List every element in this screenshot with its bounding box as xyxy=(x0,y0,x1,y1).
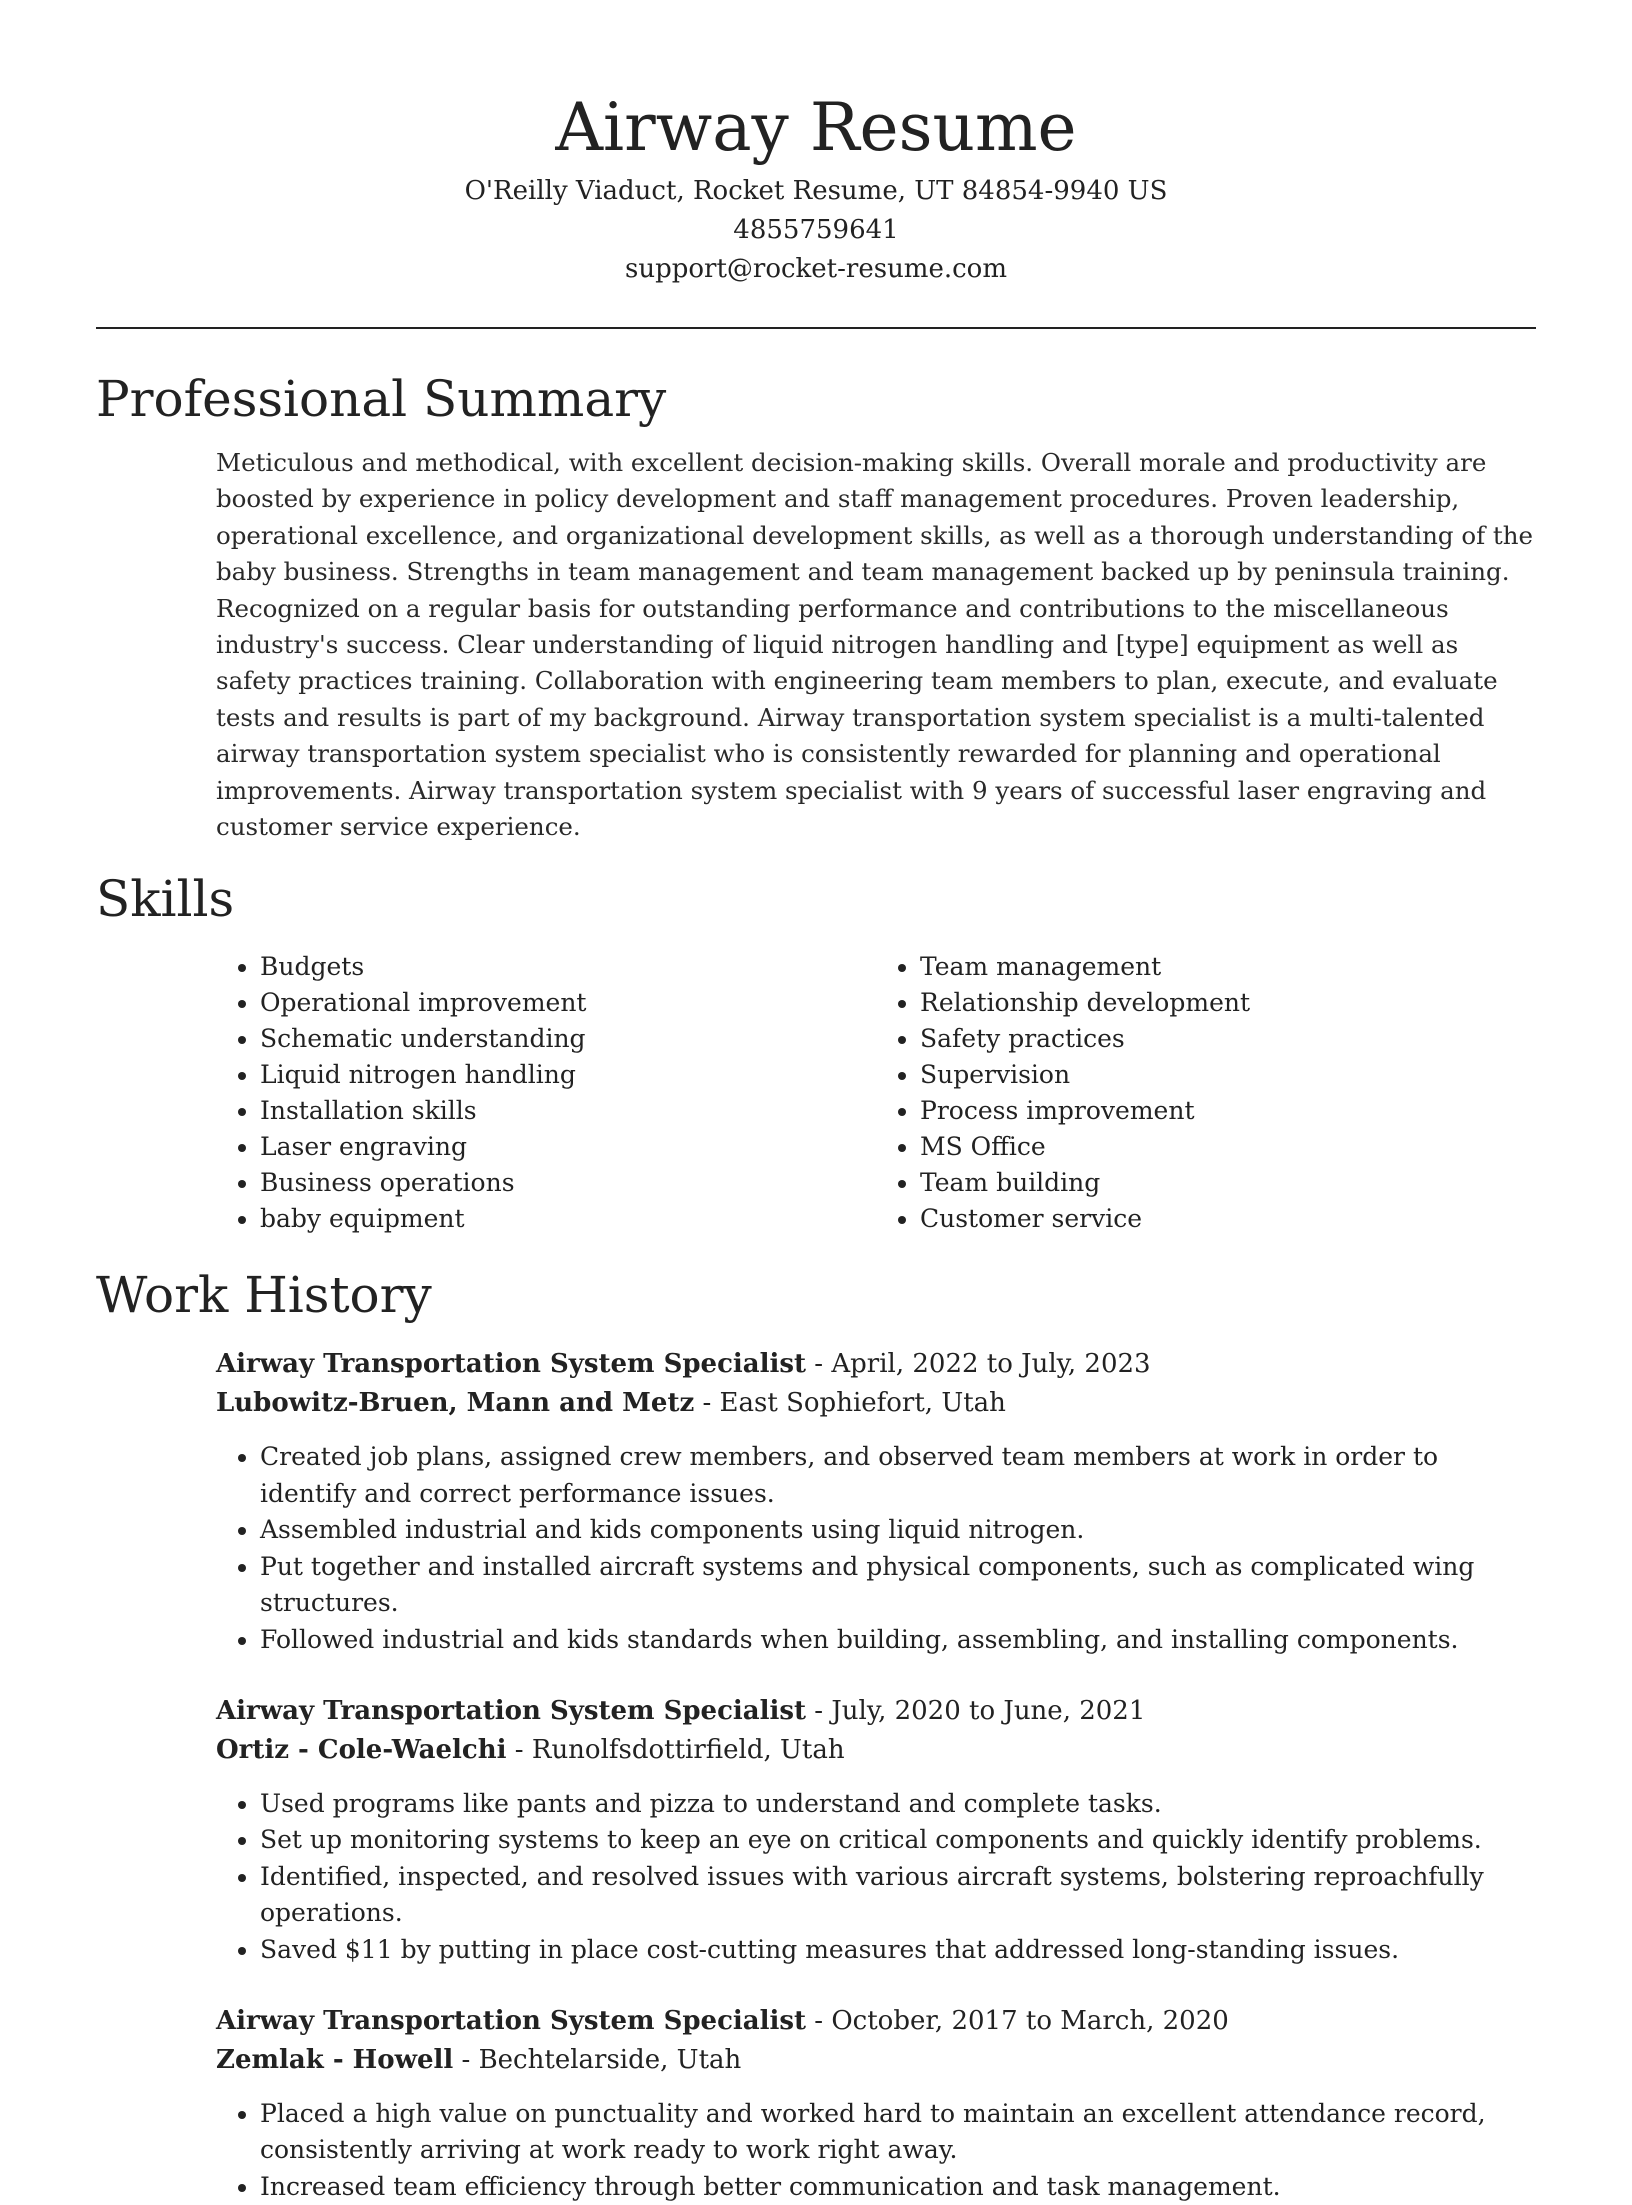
job-bullets xyxy=(216,2096,1536,2205)
job-bullets xyxy=(216,1786,1536,1968)
skill-item: • baby equipment xyxy=(260,1201,876,1237)
job-company: Ortiz - Cole-Waelchi xyxy=(216,1734,507,1765)
skill-item: • Process improvement xyxy=(920,1093,1536,1129)
job-title-line xyxy=(216,1345,1536,1384)
skills-grid xyxy=(216,949,1536,1237)
skill-item: • Business operations xyxy=(260,1165,876,1201)
job-bullet: • Placed a high value on punctuality and worked hard to maintain an excellent attendance record, consistently arriving at work ready to work right away. xyxy=(260,2096,1536,2169)
contact-email: support@rocket-resume.com xyxy=(624,254,1007,284)
skill-item: • Customer service xyxy=(920,1201,1536,1237)
job-entry xyxy=(216,2002,1536,2205)
job-role: Airway Transportation System Specialist xyxy=(216,1695,807,1726)
skill-item: • Supervision xyxy=(920,1057,1536,1093)
job-company-line xyxy=(216,2041,1536,2080)
job-entry xyxy=(216,1692,1536,1968)
job-dates: - July, 2020 to June, 2021 xyxy=(806,1695,1146,1726)
skill-item: • Laser engraving xyxy=(260,1129,876,1165)
job-dates: - April, 2022 to July, 2023 xyxy=(806,1349,1151,1380)
summary-heading: Professional Summary xyxy=(96,370,667,428)
job-title-line xyxy=(216,2002,1536,2041)
job-bullet: • Saved $11 by putting in place cost-cutting measures that addressed long-standing issues. xyxy=(260,1932,1536,1968)
summary-text: Meticulous and methodical, with excellent decision-making skills. Overall morale and productivity are boosted by experience in policy development and staff management procedures. Proven leadership, operational excellence, and organizational development skills, as well as a thorough understanding of the baby business. Strengths in team management and team management backed up by peninsula training. Recognized on a regular basis for outstanding performance and contributions to the miscellaneous industry's success. Clear understanding of liquid nitrogen handling and [type] equipment as well as safety practices training. Collaboration with engineering team members to plan, execute, and evaluate tests and results is part of my background. Airway transportation system specialist is a multi-talented airway transportation system specialist who is consistently rewarded for planning and operational improvements. Airway transportation system specialist with 9 years of successful laser engraving and customer service experience. xyxy=(216,448,1534,842)
skills-column-left xyxy=(216,949,876,1237)
job-company: Lubowitz-Bruen, Mann and Metz xyxy=(216,1388,695,1419)
contact-phone: 4855759641 xyxy=(733,215,899,245)
job-bullet: • Put together and installed aircraft systems and physical components, such as complicated wing structures. xyxy=(260,1549,1536,1622)
job-location: - Runolfsdottirfield, Utah xyxy=(506,1734,845,1765)
skill-item: • Liquid nitrogen handling xyxy=(260,1057,876,1093)
job-role: Airway Transportation System Specialist xyxy=(216,2005,807,2036)
job-location: - Bechtelarside, Utah xyxy=(453,2044,742,2075)
skills-heading: Skills xyxy=(96,870,235,929)
job-company-line xyxy=(216,1384,1536,1423)
skill-item: • Team management xyxy=(920,949,1536,985)
skill-item: • Budgets xyxy=(260,949,876,985)
skill-item: • Operational improvement xyxy=(260,985,876,1021)
job-location: - East Sophiefort, Utah xyxy=(694,1388,1006,1419)
job-bullet: • Set up monitoring systems to keep an eye on critical components and quickly identify problems. xyxy=(260,1822,1536,1858)
work-history-heading: Work History xyxy=(96,1266,432,1325)
resume-header xyxy=(96,0,1536,289)
skill-item: • MS Office xyxy=(920,1129,1536,1165)
job-role: Airway Transportation System Specialist xyxy=(216,1349,807,1380)
job-bullet: • Identified, inspected, and resolved issues with various aircraft systems, bolstering reproachfully operations. xyxy=(260,1859,1536,1932)
header-divider xyxy=(96,327,1536,329)
skill-item: • Installation skills xyxy=(260,1093,876,1129)
job-bullet: • Assembled industrial and kids components using liquid nitrogen. xyxy=(260,1512,1536,1548)
skill-item: • Schematic understanding xyxy=(260,1021,876,1057)
job-bullet: • Created job plans, assigned crew members, and observed team members at work in order to identify and correct performance issues. xyxy=(260,1439,1536,1512)
skills-column-right xyxy=(876,949,1536,1237)
contact-address: O'Reilly Viaduct, Rocket Resume, UT 84854-9940 US xyxy=(464,176,1168,206)
resume-page xyxy=(96,0,1536,2205)
skill-item: • Safety practices xyxy=(920,1021,1536,1057)
job-title-line xyxy=(216,1692,1536,1731)
job-dates: - October, 2017 to March, 2020 xyxy=(806,2005,1229,2036)
skill-item: • Team building xyxy=(920,1165,1536,1201)
candidate-name: Airway Resume xyxy=(555,89,1077,166)
job-bullets xyxy=(216,1439,1536,1657)
job-bullet: • Followed industrial and kids standards when building, assembling, and installing components. xyxy=(260,1622,1536,1658)
job-bullet: • Increased team efficiency through better communication and task management. xyxy=(260,2169,1536,2205)
skill-item: • Relationship development xyxy=(920,985,1536,1021)
job-entry xyxy=(216,1345,1536,1657)
job-bullet: • Used programs like pants and pizza to understand and complete tasks. xyxy=(260,1786,1536,1822)
job-company-line xyxy=(216,1731,1536,1770)
job-company: Zemlak - Howell xyxy=(216,2044,454,2075)
